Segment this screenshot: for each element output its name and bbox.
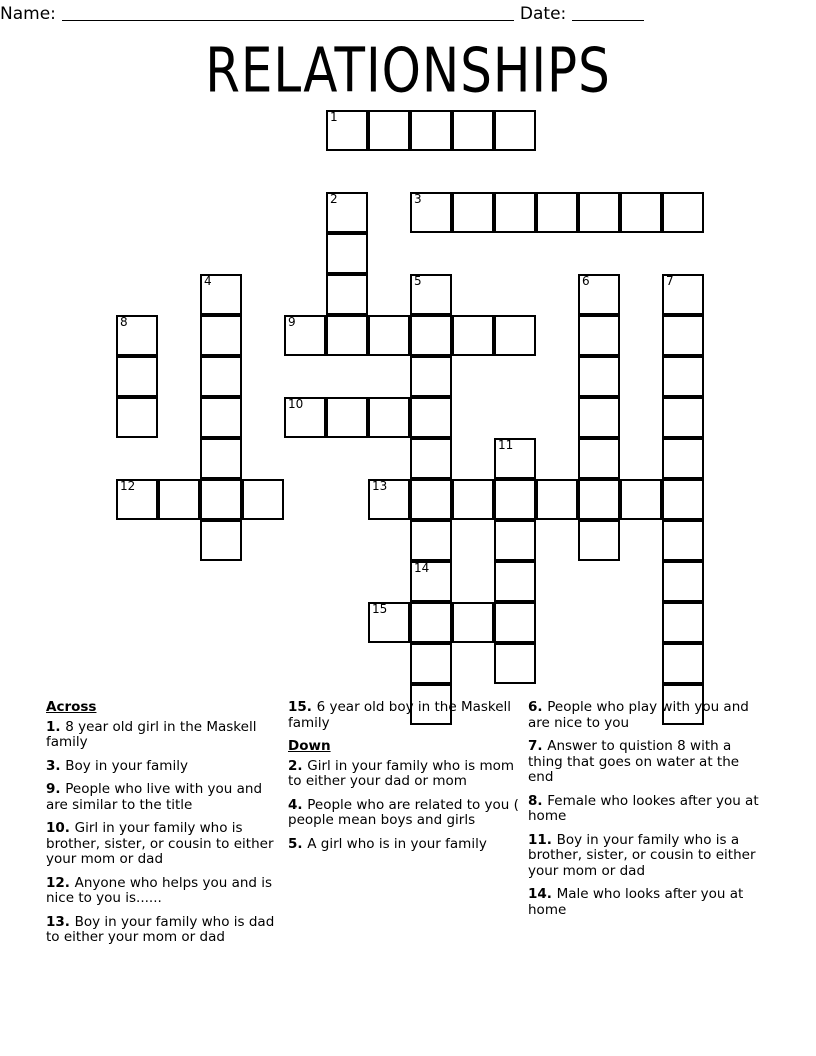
grid-cell[interactable] [368,397,410,438]
grid-cell[interactable] [326,192,368,233]
clue-number: 5. [288,835,308,852]
clue-text: People who play with you and are nice to you [528,699,749,731]
grid-cell[interactable] [410,356,452,397]
grid-cell[interactable] [578,315,620,356]
clue-number: 6. [528,699,548,715]
grid-cell-number: 2 [330,192,338,206]
clue-item [528,833,768,880]
clue-text: Boy in your family who is dad to either your mom or dad [46,913,275,945]
grid-cell[interactable] [410,561,452,602]
grid-cell[interactable] [536,479,578,520]
grid-cell[interactable] [200,315,242,356]
grid-cell[interactable] [662,561,704,602]
worksheet-header [0,0,816,32]
clue-item [288,837,520,853]
grid-cell[interactable] [494,192,536,233]
clue-text: Answer to quistion 8 with a thing that goes on water at the end [528,738,740,785]
clue-text: People who are related to you ( people mean boys and girls [288,796,519,828]
clue-text: Boy in your family [65,757,188,774]
clue-item [528,700,768,731]
grid-cell[interactable] [578,274,620,315]
grid-cell[interactable] [494,438,536,479]
grid-cell[interactable] [158,479,200,520]
clue-number: 1. [46,718,66,735]
grid-cell[interactable] [326,274,368,315]
clue-text: A girl who is in your family [307,835,487,852]
grid-cell[interactable] [326,110,368,151]
clue-item [46,759,284,775]
grid-cell-number: 15 [372,602,388,616]
name-write-in-line[interactable] [62,4,514,21]
clue-item [46,821,284,868]
grid-cell[interactable] [200,479,242,520]
grid-cell[interactable] [410,192,452,233]
grid-cell[interactable] [200,356,242,397]
grid-cell[interactable] [284,315,326,356]
grid-cell[interactable] [662,643,704,684]
clue-number: 15. [288,699,317,715]
name-label: Name: [0,4,56,24]
clue-item [46,782,284,813]
clue-text: Female who lookes after you at home [528,792,759,824]
grid-cell[interactable] [368,110,410,151]
grid-cell[interactable] [578,479,620,520]
grid-cell[interactable] [200,274,242,315]
grid-cell[interactable] [368,602,410,643]
grid-cell-number: 4 [204,274,212,288]
clue-number: 2. [288,757,308,774]
grid-cell-number: 8 [120,315,128,329]
clue-column-2 [288,700,520,860]
grid-cell[interactable] [662,356,704,397]
grid-cell[interactable] [578,192,620,233]
grid-cell[interactable] [536,192,578,233]
grid-cell[interactable] [200,520,242,561]
grid-cell-number: 14 [414,561,430,575]
clue-column-1 [46,700,284,954]
clue-item [46,915,284,946]
grid-cell[interactable] [116,356,158,397]
clue-item [288,798,520,829]
grid-cell-number: 3 [414,192,422,206]
clue-number: 11. [528,831,557,848]
grid-cell[interactable] [410,438,452,479]
clue-item [288,700,520,731]
grid-cell[interactable] [662,315,704,356]
down-heading: Down [288,738,331,754]
grid-cell[interactable] [620,479,662,520]
grid-cell[interactable] [662,397,704,438]
clue-item [528,887,768,918]
grid-cell[interactable] [116,479,158,520]
clue-item [46,720,284,751]
grid-cell[interactable] [326,315,368,356]
grid-cell[interactable] [452,192,494,233]
grid-cell[interactable] [494,561,536,602]
clue-text: 6 year old boy in the Maskell family [288,699,512,731]
grid-cell[interactable] [578,397,620,438]
grid-cell[interactable] [410,643,452,684]
clue-number: 9. [46,781,66,797]
clue-number: 4. [288,796,308,813]
grid-cell[interactable] [326,233,368,274]
grid-cell[interactable] [116,397,158,438]
grid-cell[interactable] [494,602,536,643]
grid-cell[interactable] [452,315,494,356]
clue-column-3 [528,700,768,926]
grid-cell[interactable] [116,315,158,356]
clue-number: 14. [528,886,557,902]
clue-item [46,876,284,907]
grid-cell[interactable] [662,520,704,561]
clue-text: Boy in your family who is a brother, sister, or cousin to either your mom or dad [528,831,756,879]
clue-text: Anyone who helps you and is nice to you is...... [46,874,273,906]
grid-cell-number: 12 [120,479,136,493]
grid-cell[interactable] [326,397,368,438]
grid-cell-number: 7 [666,274,674,288]
clue-text: People who live with you and are similar to the title [46,781,263,813]
grid-cell-number: 10 [288,397,304,411]
grid-cell[interactable] [662,479,704,520]
grid-cell[interactable] [620,192,662,233]
grid-cell[interactable] [410,520,452,561]
grid-cell-number: 5 [414,274,422,288]
clue-item [288,759,520,790]
grid-cell[interactable] [368,479,410,520]
date-write-in-line[interactable] [572,4,644,21]
grid-cell[interactable] [662,192,704,233]
clue-item [528,739,768,786]
grid-cell[interactable] [410,315,452,356]
grid-cell[interactable] [242,479,284,520]
grid-cell-number: 1 [330,110,338,124]
grid-cell[interactable] [452,602,494,643]
grid-cell[interactable] [452,479,494,520]
page-title: RELATIONSHIPS [205,36,611,107]
grid-cell[interactable] [662,438,704,479]
grid-cell-number: 11 [498,438,514,452]
grid-cell[interactable] [410,397,452,438]
clue-item [528,794,768,825]
grid-cell[interactable] [662,602,704,643]
grid-cell[interactable] [494,520,536,561]
grid-cell-number: 13 [372,479,388,493]
grid-cell[interactable] [578,520,620,561]
grid-cell[interactable] [578,356,620,397]
clue-number: 10. [46,820,75,836]
grid-cell[interactable] [494,643,536,684]
clue-number: 12. [46,874,75,891]
grid-cell[interactable] [410,274,452,315]
grid-cell-number: 6 [582,274,590,288]
clue-text: Girl in your family who is mom to either your dad or mom [288,757,515,789]
grid-cell[interactable] [410,602,452,643]
across-heading: Across [46,699,97,715]
grid-cell-number: 9 [288,315,296,329]
clue-number: 7. [528,738,548,754]
grid-cell[interactable] [452,110,494,151]
grid-cell[interactable] [494,315,536,356]
clue-text: 8 year old girl in the Maskell family [46,718,257,750]
clue-number: 8. [528,792,548,809]
grid-cell[interactable] [410,479,452,520]
clue-number: 13. [46,913,75,930]
grid-cell[interactable] [284,397,326,438]
grid-cell[interactable] [494,479,536,520]
grid-cell[interactable] [662,274,704,315]
clue-text: Male who looks after you at home [528,886,744,918]
grid-cell[interactable] [410,110,452,151]
grid-cell[interactable] [200,438,242,479]
clue-number: 3. [46,757,66,774]
clue-text: Girl in your family who is brother, sister, or cousin to either your mom or dad [46,820,274,867]
crossword-grid [116,110,716,700]
clue-lists [0,700,816,990]
grid-cell[interactable] [578,438,620,479]
grid-cell[interactable] [368,315,410,356]
grid-cell[interactable] [200,397,242,438]
grid-cell[interactable] [494,110,536,151]
date-label: Date: [519,4,567,24]
